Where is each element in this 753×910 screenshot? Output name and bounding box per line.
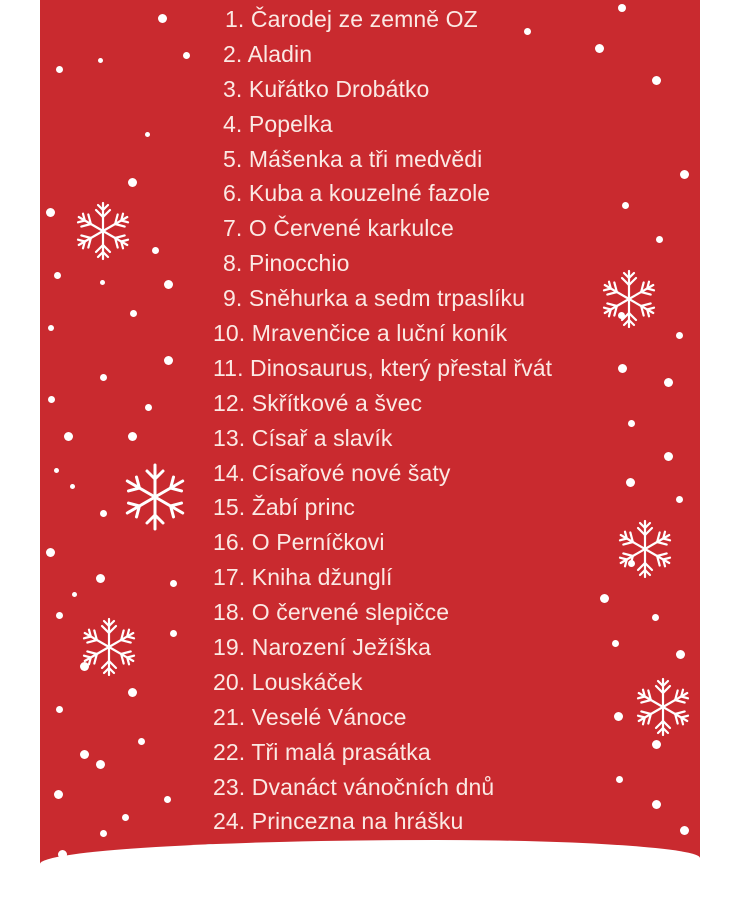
- snowflake-icon: [78, 616, 140, 678]
- snow-dot: [656, 236, 663, 243]
- list-item: 21. Veselé Vánoce: [213, 703, 407, 730]
- snow-dot: [676, 650, 685, 659]
- list-item: 24. Princezna na hrášku: [213, 808, 464, 835]
- snow-dot: [170, 630, 177, 637]
- snow-dot: [54, 468, 59, 473]
- snow-dot: [680, 826, 689, 835]
- list-item: 11. Dinosaurus, který přestal řvát: [213, 354, 553, 381]
- snowflake-icon: [632, 676, 694, 738]
- snow-dot: [80, 750, 89, 759]
- snow-dot: [100, 374, 107, 381]
- list-item: 16. O Perníčkovi: [213, 529, 385, 556]
- list-item: 15. Žabí princ: [213, 494, 356, 521]
- snow-dot: [618, 4, 626, 12]
- list-item: 23. Dvanáct vánočních dnů: [213, 773, 495, 800]
- list-item: 4. Popelka: [223, 110, 333, 137]
- snow-dot: [48, 325, 54, 331]
- snowflake-icon: [598, 268, 660, 330]
- list-item: 13. Císař a slavík: [213, 424, 393, 451]
- snow-dot: [680, 170, 689, 179]
- snow-dot: [128, 178, 137, 187]
- snow-ground: [40, 840, 700, 880]
- list-item: 20. Louskáček: [213, 668, 363, 695]
- snow-dot: [664, 452, 673, 461]
- snow-dot: [56, 612, 63, 619]
- advent-card: [40, 0, 700, 880]
- snow-dot: [70, 484, 75, 489]
- snow-dot: [652, 614, 659, 621]
- list-item: 3. Kuřátko Drobátko: [223, 75, 430, 102]
- snow-dot: [46, 548, 55, 557]
- snow-dot: [158, 14, 167, 23]
- snow-dot: [616, 776, 623, 783]
- snow-dot: [138, 738, 145, 745]
- snow-dot: [614, 712, 623, 721]
- snow-dot: [652, 800, 661, 809]
- snow-dot: [46, 208, 55, 217]
- list-item: 9. Sněhurka a sedm trpaslíku: [223, 285, 525, 312]
- snow-dot: [54, 272, 61, 279]
- snow-dot: [600, 594, 609, 603]
- story-list: [213, 2, 553, 839]
- snow-dot: [145, 404, 152, 411]
- snowflake-icon: [612, 516, 678, 582]
- snow-dot: [128, 432, 137, 441]
- snow-dot: [56, 66, 63, 73]
- snow-dot: [96, 760, 105, 769]
- snow-dot: [595, 44, 604, 53]
- list-item: 22. Tři malá prasátka: [213, 738, 431, 765]
- snow-dot: [170, 580, 177, 587]
- list-item: 14. Císařové nové šaty: [213, 459, 451, 486]
- snow-dot: [618, 364, 627, 373]
- snow-dot: [164, 356, 173, 365]
- snow-dot: [628, 420, 635, 427]
- snow-dot: [626, 478, 635, 487]
- list-item: 12. Skřítkové a švec: [213, 389, 423, 416]
- snow-dot: [652, 76, 661, 85]
- list-item: 6. Kuba a kouzelné fazole: [223, 180, 491, 207]
- list-item: 19. Narození Ježíška: [213, 634, 432, 661]
- snow-dot: [100, 830, 107, 837]
- snow-dot: [64, 432, 73, 441]
- snow-dot: [56, 706, 63, 713]
- snow-dot: [130, 310, 137, 317]
- snow-dot: [664, 378, 673, 387]
- list-item: 5. Mášenka a tři medvědi: [223, 145, 483, 172]
- snow-dot: [100, 510, 107, 517]
- snow-dot: [54, 790, 63, 799]
- snow-dot: [164, 796, 171, 803]
- snow-dot: [98, 58, 103, 63]
- snow-dot: [652, 740, 661, 749]
- list-item: 1. Čarodej ze zemně OZ: [225, 6, 478, 32]
- snow-dot: [183, 52, 190, 59]
- snow-dot: [72, 592, 77, 597]
- list-item: 17. Kniha džunglí: [213, 564, 393, 591]
- snow-dot: [96, 574, 105, 583]
- snow-dot: [122, 814, 129, 821]
- snow-dot: [676, 332, 683, 339]
- snow-dot: [612, 640, 619, 647]
- snow-dot: [128, 688, 137, 697]
- list-item: 8. Pinocchio: [223, 250, 350, 277]
- snow-dot: [676, 496, 683, 503]
- list-item: 18. O červené slepičce: [213, 599, 450, 626]
- snowflake-icon: [72, 200, 134, 262]
- snow-dot: [164, 280, 173, 289]
- snow-dot: [152, 247, 159, 254]
- list-item: 7. O Červené karkulce: [223, 215, 454, 242]
- snow-dot: [100, 280, 105, 285]
- snowflake-icon: [122, 462, 188, 532]
- list-item: 10. Mravenčice a luční koník: [213, 320, 508, 347]
- snow-dot: [622, 202, 629, 209]
- list-item: 2. Aladin: [223, 40, 313, 67]
- snow-dot: [145, 132, 150, 137]
- snow-dot: [48, 396, 55, 403]
